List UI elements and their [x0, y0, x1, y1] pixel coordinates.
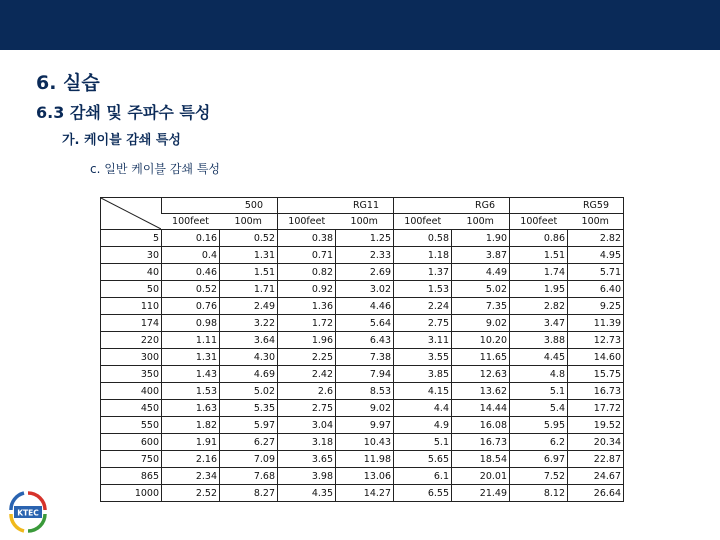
attenuation-cell: 0.4: [162, 247, 220, 264]
attenuation-cell: 19.52: [568, 417, 624, 434]
unit-header-rg6-feet: 100feet: [394, 214, 452, 230]
attenuation-cell: 11.65: [452, 349, 510, 366]
attenuation-cell: 3.47: [510, 315, 568, 332]
attenuation-cell: 5.35: [220, 400, 278, 417]
table-row: [101, 434, 624, 451]
attenuation-cell: 24.67: [568, 468, 624, 485]
frequency-cell: 110: [101, 298, 162, 315]
attenuation-cell: 3.85: [394, 366, 452, 383]
unit-header-500-m: 100m: [220, 214, 278, 230]
attenuation-cell: 1.31: [162, 349, 220, 366]
attenuation-cell: 1.74: [510, 264, 568, 281]
unit-header-500-feet: 100feet: [162, 214, 220, 230]
table-row: [101, 247, 624, 264]
attenuation-cell: 7.35: [452, 298, 510, 315]
frequency-cell: 550: [101, 417, 162, 434]
attenuation-cell: 1.90: [452, 230, 510, 247]
ktec-logo: [8, 490, 48, 534]
table-row: [101, 298, 624, 315]
attenuation-cell: 0.16: [162, 230, 220, 247]
attenuation-cell: 4.4: [394, 400, 452, 417]
attenuation-cell: 1.51: [510, 247, 568, 264]
attenuation-cell: 22.87: [568, 451, 624, 468]
attenuation-cell: 2.34: [162, 468, 220, 485]
attenuation-cell: 14.44: [452, 400, 510, 417]
attenuation-cell: 0.38: [278, 230, 336, 247]
frequency-cell: 750: [101, 451, 162, 468]
attenuation-cell: 6.43: [336, 332, 394, 349]
table-row: [101, 400, 624, 417]
attenuation-cell: 20.34: [568, 434, 624, 451]
attenuation-cell: 8.27: [220, 485, 278, 502]
attenuation-cell: 3.98: [278, 468, 336, 485]
attenuation-cell: 15.75: [568, 366, 624, 383]
attenuation-cell: 0.98: [162, 315, 220, 332]
attenuation-cell: 11.39: [568, 315, 624, 332]
attenuation-cell: 0.46: [162, 264, 220, 281]
frequency-cell: 600: [101, 434, 162, 451]
header-row-groups: [101, 198, 624, 214]
attenuation-cell: 0.71: [278, 247, 336, 264]
table-row: [101, 349, 624, 366]
attenuation-cell: 4.49: [452, 264, 510, 281]
attenuation-cell: 9.25: [568, 298, 624, 315]
attenuation-cell: 0.58: [394, 230, 452, 247]
attenuation-cell: 1.63: [162, 400, 220, 417]
attenuation-cell: 3.88: [510, 332, 568, 349]
attenuation-cell: 0.76: [162, 298, 220, 315]
attenuation-cell: 4.95: [568, 247, 624, 264]
attenuation-cell: 9.97: [336, 417, 394, 434]
attenuation-cell: 5.71: [568, 264, 624, 281]
unit-header-rg6-m: 100m: [452, 214, 510, 230]
frequency-cell: 50: [101, 281, 162, 298]
attenuation-cell: 1.51: [220, 264, 278, 281]
attenuation-cell: 0.52: [162, 281, 220, 298]
attenuation-cell: 7.94: [336, 366, 394, 383]
table-row: [101, 366, 624, 383]
attenuation-cell: 4.15: [394, 383, 452, 400]
attenuation-cell: 3.22: [220, 315, 278, 332]
attenuation-cell: 5.02: [452, 281, 510, 298]
table-row: [101, 332, 624, 349]
attenuation-cell: 5.02: [220, 383, 278, 400]
item-title: 가. 케이블 감쇄 특성: [62, 133, 181, 148]
attenuation-cell: 5.65: [394, 451, 452, 468]
attenuation-cell: 6.27: [220, 434, 278, 451]
frequency-cell: 300: [101, 349, 162, 366]
attenuation-cell: 1.37: [394, 264, 452, 281]
attenuation-cell: 18.54: [452, 451, 510, 468]
attenuation-cell: 4.45: [510, 349, 568, 366]
attenuation-cell: 2.82: [510, 298, 568, 315]
attenuation-cell: 17.72: [568, 400, 624, 417]
subitem-title: c. 일반 케이블 감쇄 특성: [90, 162, 220, 176]
header-row-units: [101, 214, 624, 230]
table-row: [101, 417, 624, 434]
attenuation-cell: 0.82: [278, 264, 336, 281]
group-header-rg59: RG59: [510, 198, 624, 214]
attenuation-cell: 10.43: [336, 434, 394, 451]
table-row: [101, 485, 624, 502]
frequency-cell: 1000: [101, 485, 162, 502]
attenuation-cell: 20.01: [452, 468, 510, 485]
attenuation-cell: 4.69: [220, 366, 278, 383]
attenuation-cell: 9.02: [452, 315, 510, 332]
attenuation-cell: 1.91: [162, 434, 220, 451]
attenuation-cell: 6.55: [394, 485, 452, 502]
attenuation-cell: 3.87: [452, 247, 510, 264]
corner-cell: [101, 198, 162, 230]
cable-attenuation-table: [100, 197, 624, 502]
attenuation-cell: 2.24: [394, 298, 452, 315]
frequency-cell: 400: [101, 383, 162, 400]
subsection-title: 6.3 감쇄 및 주파수 특성: [36, 103, 211, 122]
attenuation-cell: 0.86: [510, 230, 568, 247]
frequency-cell: 174: [101, 315, 162, 332]
frequency-cell: 865: [101, 468, 162, 485]
attenuation-cell: 7.09: [220, 451, 278, 468]
attenuation-cell: 3.65: [278, 451, 336, 468]
attenuation-cell: 16.08: [452, 417, 510, 434]
attenuation-cell: 3.18: [278, 434, 336, 451]
attenuation-cell: 2.75: [394, 315, 452, 332]
attenuation-cell: 6.97: [510, 451, 568, 468]
attenuation-cell: 2.16: [162, 451, 220, 468]
table-row: [101, 264, 624, 281]
attenuation-cell: 1.18: [394, 247, 452, 264]
attenuation-cell: 7.68: [220, 468, 278, 485]
attenuation-cell: 4.46: [336, 298, 394, 315]
attenuation-cell: 1.36: [278, 298, 336, 315]
attenuation-cell: 5.64: [336, 315, 394, 332]
attenuation-cell: 14.60: [568, 349, 624, 366]
table-row: [101, 383, 624, 400]
attenuation-cell: 1.25: [336, 230, 394, 247]
section-title: 6. 실습: [36, 72, 100, 94]
frequency-cell: 220: [101, 332, 162, 349]
attenuation-cell: 16.73: [452, 434, 510, 451]
unit-header-rg11-m: 100m: [336, 214, 394, 230]
table-row: [101, 315, 624, 332]
attenuation-cell: 2.69: [336, 264, 394, 281]
attenuation-cell: 12.63: [452, 366, 510, 383]
attenuation-cell: 13.06: [336, 468, 394, 485]
unit-header-rg59-m: 100m: [568, 214, 624, 230]
attenuation-cell: 1.96: [278, 332, 336, 349]
table-row: [101, 468, 624, 485]
attenuation-cell: 6.2: [510, 434, 568, 451]
attenuation-cell: 21.49: [452, 485, 510, 502]
attenuation-cell: 11.98: [336, 451, 394, 468]
attenuation-cell: 7.38: [336, 349, 394, 366]
attenuation-cell: 0.52: [220, 230, 278, 247]
attenuation-cell: 2.49: [220, 298, 278, 315]
table-row: [101, 451, 624, 468]
attenuation-cell: 2.25: [278, 349, 336, 366]
attenuation-cell: 3.11: [394, 332, 452, 349]
attenuation-cell: 1.72: [278, 315, 336, 332]
attenuation-cell: 2.52: [162, 485, 220, 502]
attenuation-cell: 1.11: [162, 332, 220, 349]
attenuation-cell: 12.73: [568, 332, 624, 349]
attenuation-cell: 26.64: [568, 485, 624, 502]
group-header-rg11: RG11: [278, 198, 394, 214]
attenuation-cell: 3.55: [394, 349, 452, 366]
attenuation-cell: 9.02: [336, 400, 394, 417]
table-row: [101, 230, 624, 247]
frequency-cell: 450: [101, 400, 162, 417]
table-row: [101, 281, 624, 298]
attenuation-cell: 2.75: [278, 400, 336, 417]
frequency-cell: 350: [101, 366, 162, 383]
attenuation-cell: 10.20: [452, 332, 510, 349]
attenuation-cell: 5.4: [510, 400, 568, 417]
group-header-500: 500: [162, 198, 278, 214]
attenuation-cell: 1.53: [394, 281, 452, 298]
attenuation-cell: 2.6: [278, 383, 336, 400]
frequency-cell: 40: [101, 264, 162, 281]
attenuation-cell: 16.73: [568, 383, 624, 400]
attenuation-cell: 0.92: [278, 281, 336, 298]
group-header-rg6: RG6: [394, 198, 510, 214]
attenuation-cell: 1.71: [220, 281, 278, 298]
corner-diagonal: [101, 198, 161, 229]
attenuation-cell: 5.97: [220, 417, 278, 434]
attenuation-cell: 3.64: [220, 332, 278, 349]
attenuation-cell: 2.33: [336, 247, 394, 264]
attenuation-cell: 14.27: [336, 485, 394, 502]
attenuation-cell: 5.1: [394, 434, 452, 451]
attenuation-cell: 3.02: [336, 281, 394, 298]
attenuation-cell: 2.42: [278, 366, 336, 383]
frequency-cell: 5: [101, 230, 162, 247]
attenuation-cell: 8.53: [336, 383, 394, 400]
unit-header-rg59-feet: 100feet: [510, 214, 568, 230]
attenuation-cell: 5.1: [510, 383, 568, 400]
top-banner: [0, 0, 720, 50]
attenuation-cell: 2.82: [568, 230, 624, 247]
attenuation-cell: 7.52: [510, 468, 568, 485]
attenuation-cell: 6.1: [394, 468, 452, 485]
logo-text: KTEC: [17, 508, 39, 518]
unit-header-rg11-feet: 100feet: [278, 214, 336, 230]
attenuation-cell: 1.43: [162, 366, 220, 383]
attenuation-cell: 1.95: [510, 281, 568, 298]
attenuation-cell: 8.12: [510, 485, 568, 502]
frequency-cell: 30: [101, 247, 162, 264]
attenuation-cell: 1.82: [162, 417, 220, 434]
attenuation-cell: 1.31: [220, 247, 278, 264]
attenuation-cell: 6.40: [568, 281, 624, 298]
attenuation-cell: 13.62: [452, 383, 510, 400]
attenuation-cell: 4.35: [278, 485, 336, 502]
attenuation-cell: 4.8: [510, 366, 568, 383]
attenuation-cell: 4.30: [220, 349, 278, 366]
attenuation-cell: 3.04: [278, 417, 336, 434]
attenuation-cell: 1.53: [162, 383, 220, 400]
attenuation-cell: 5.95: [510, 417, 568, 434]
attenuation-cell: 4.9: [394, 417, 452, 434]
